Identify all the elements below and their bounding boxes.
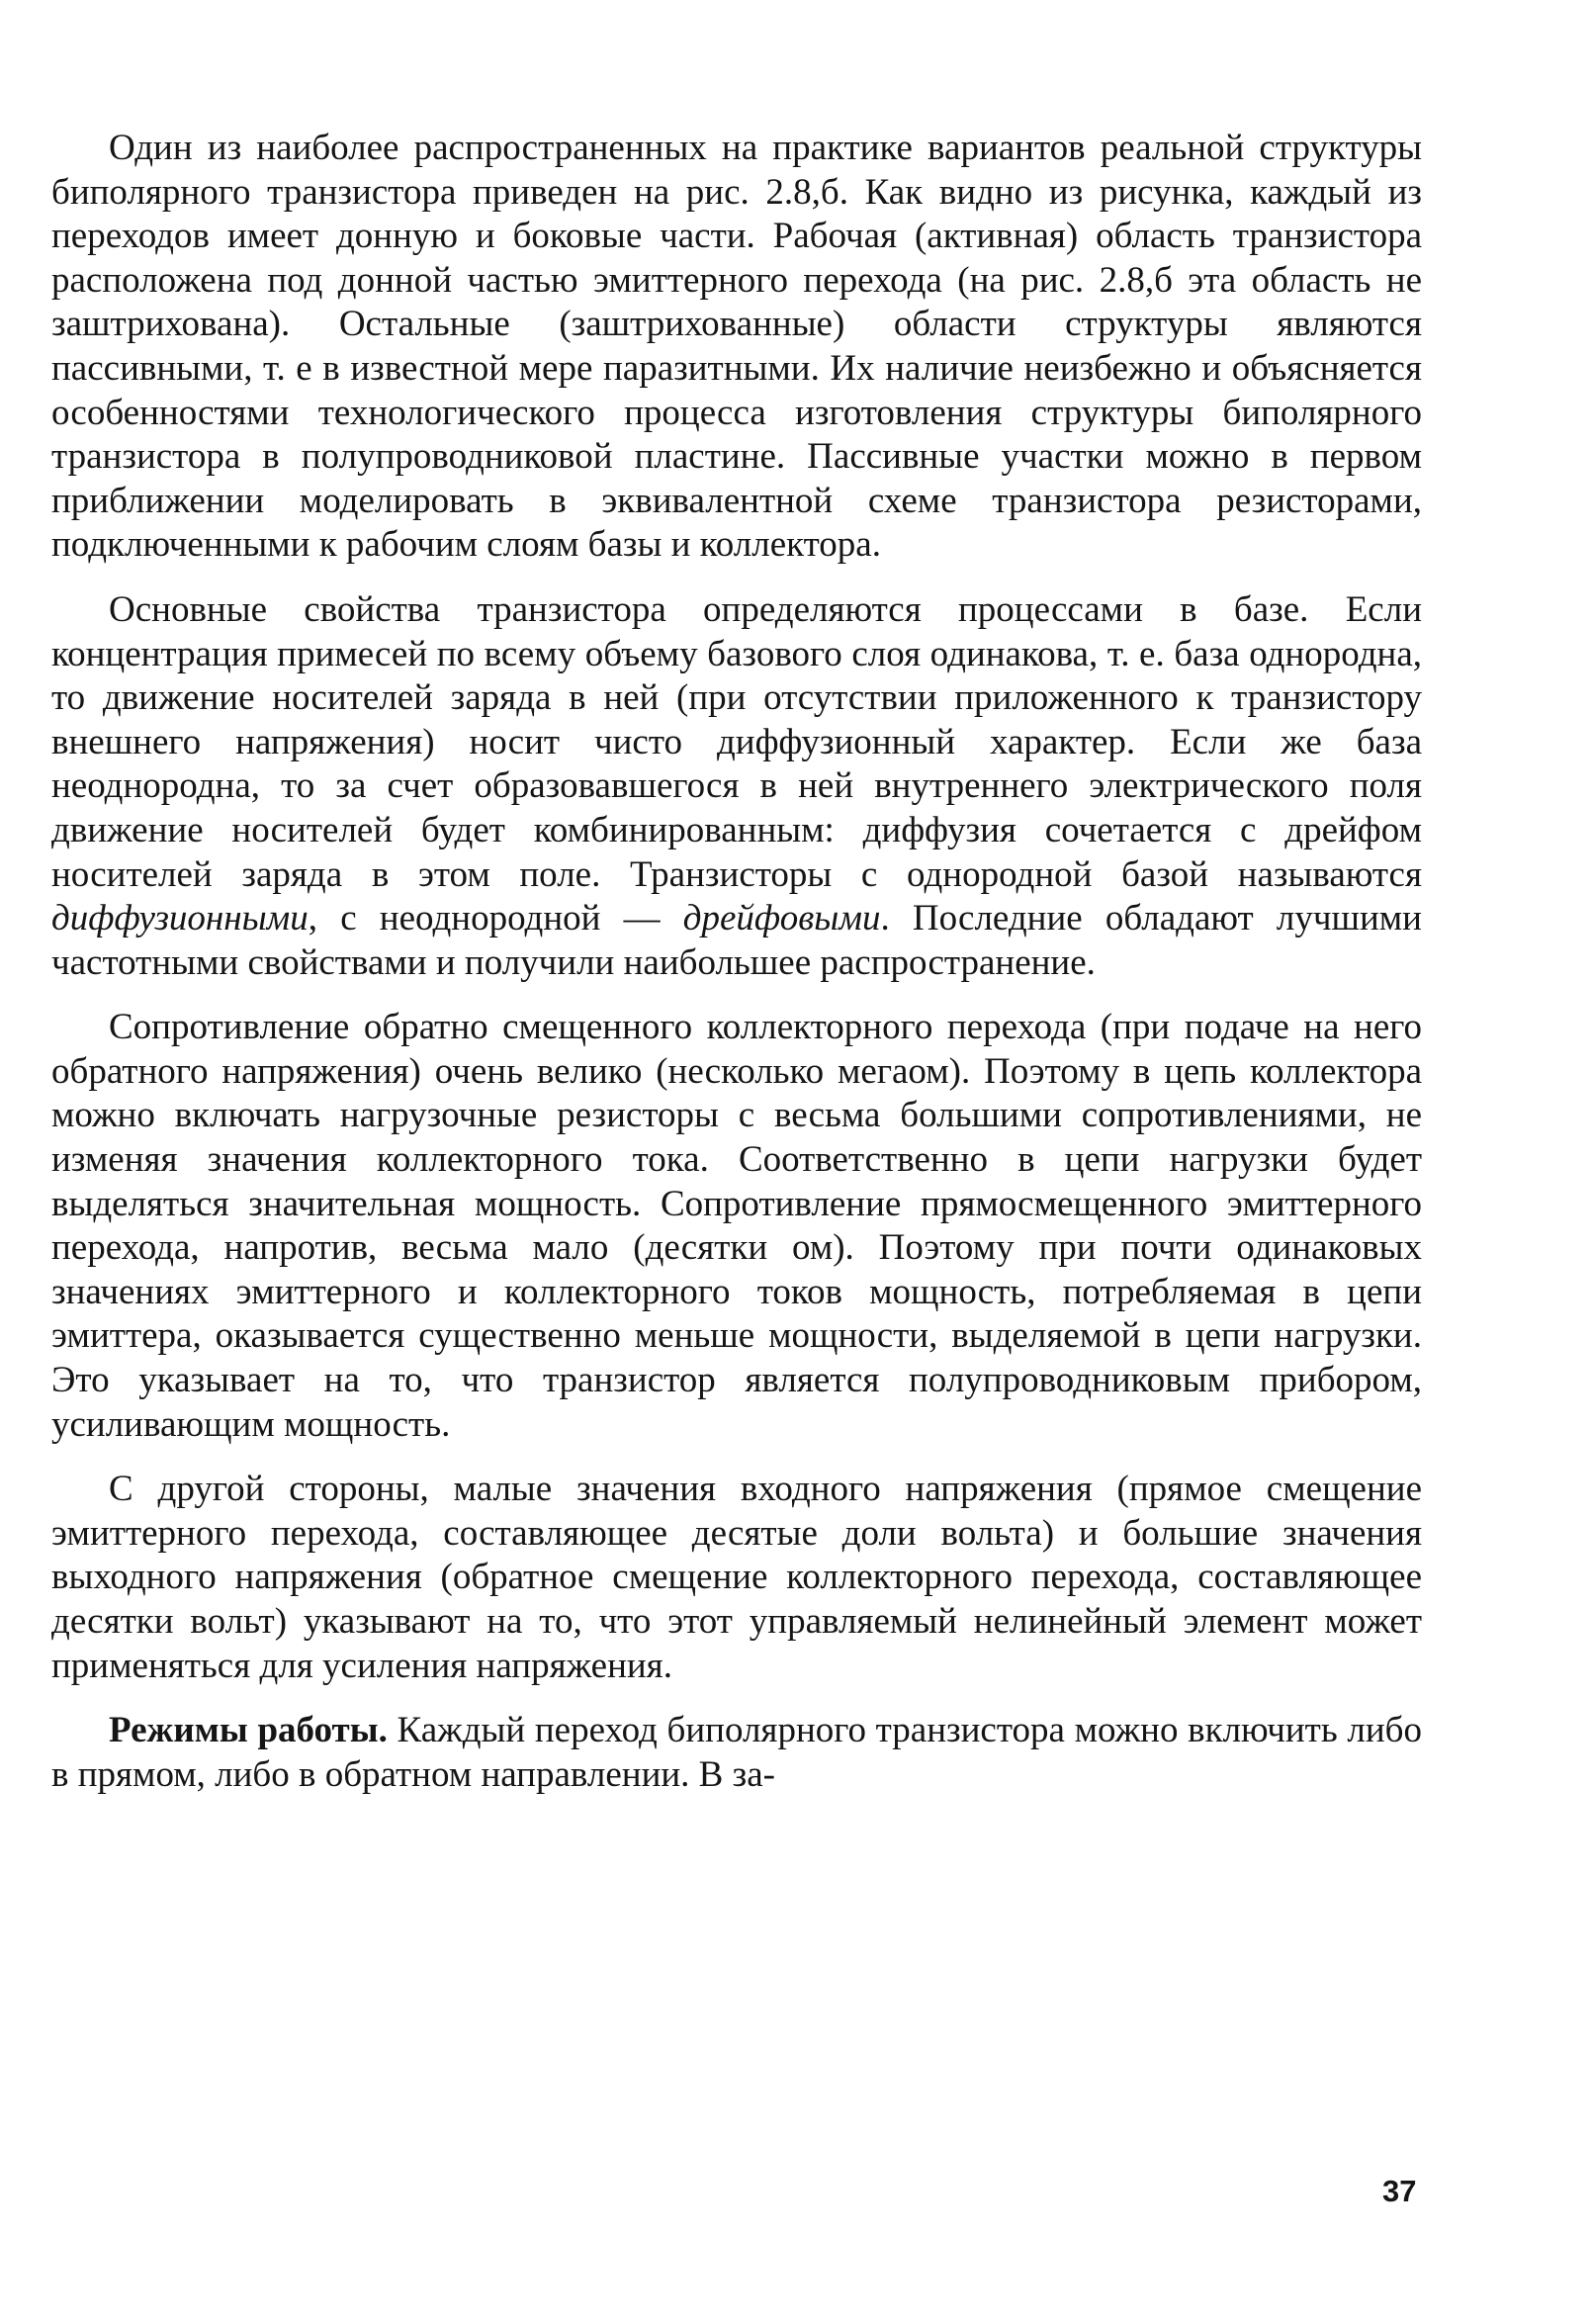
section-run-in-heading: Режимы работы. [109, 1710, 388, 1751]
paragraph-text: Основные свойства транзистора определяются процессами в базе. Если концентрация примесей по всему объему базового слоя одинакова, т. е. база однородна, то движение носителей заряда в ней (при отсутствии приложенного к транзистору внешнего напряжения) носит чисто диффузионный характер. Если же база неоднородна, то за счет образовавшегося в ней внутреннего электрического поля движение носителей будет комбинированным: диффузия сочетается с дрейфом носителей заряда в этом поле. Транзисторы с однородной базой называются [51, 588, 1422, 895]
paragraph-text: С другой стороны, малые значения входного напряжения (прямое смещение эмиттерного перехода, составляющее десятые доли вольта) и большие значения выходного напряжения (обратное смещение коллекторного перехода, составляющее десятки вольт) указывают на то, что этот управляемый нелинейный элемент может применяться для усиления напряжения. [51, 1469, 1422, 1686]
paragraph-power-gain [51, 1006, 1422, 1447]
term-drift-transistors: дрейфовыми [682, 898, 881, 939]
page-body [51, 127, 1422, 1797]
paragraph-base-processes [51, 588, 1422, 985]
paragraph-text: Сопротивление обратно смещенного коллекторного перехода (при подаче на него обратного напряжения) очень велико (несколько мегаом). Поэтому в цепь коллектора можно включать нагрузочные резисторы с весьма большими сопротивлениями, не изменяя значения коллекторного тока. Соответственно в цепи нагрузки будет выделяться значительная мощность. Сопротивление прямосмещенного эмиттерного перехода, напротив, весьма мало (десятки ом). Поэтому при почти одинаковых значениях эмиттерного и коллекторного токов мощность, потребляемая в цепи эмиттера, оказывается существенно меньше мощности, выделяемой в цепи нагрузки. Это указывает на то, что транзистор является полупроводниковым прибором, усиливающим мощность. [51, 1007, 1422, 1445]
paragraph-text: . Последние обладают лучшими частотными свойствами и получили наибольшее распространение. [51, 898, 1422, 983]
paragraph-voltage-gain [51, 1468, 1422, 1688]
paragraph-operating-modes [51, 1709, 1422, 1797]
paragraph-text: Один из наиболее распространенных на практике вариантов реальной структуры биполярного транзистора приведен на рис. 2.8,б. Как видно из рисунка, каждый из переходов имеет донную и боковые части. Рабочая (активная) область транзистора расположена под донной частью эмиттерного перехода (на рис. 2.8,б эта область не заштрихована). Остальные (заштрихованные) области структуры являются пассивными, т. е в известной мере паразитными. Их наличие неизбежно и объясняется особенностями технологического процесса изготовления структуры биполярного транзистора в полупроводниковой пластине. Пассивные участки можно в первом приближении моделировать в эквивалентной схеме транзистора резисторами, подключенными к рабочим слоям базы и коллектора. [51, 128, 1422, 566]
term-diffusion-transistors: диффузионными [51, 898, 309, 939]
paragraph-text: Каждый переход биполярного транзистора можно включить либо в прямом, либо в обратном направлении. В за- [51, 1710, 1422, 1795]
page-number: 37 [1382, 2174, 1417, 2208]
paragraph-text: , с неоднородной — [308, 898, 683, 939]
paragraph-transistor-structure [51, 127, 1422, 568]
